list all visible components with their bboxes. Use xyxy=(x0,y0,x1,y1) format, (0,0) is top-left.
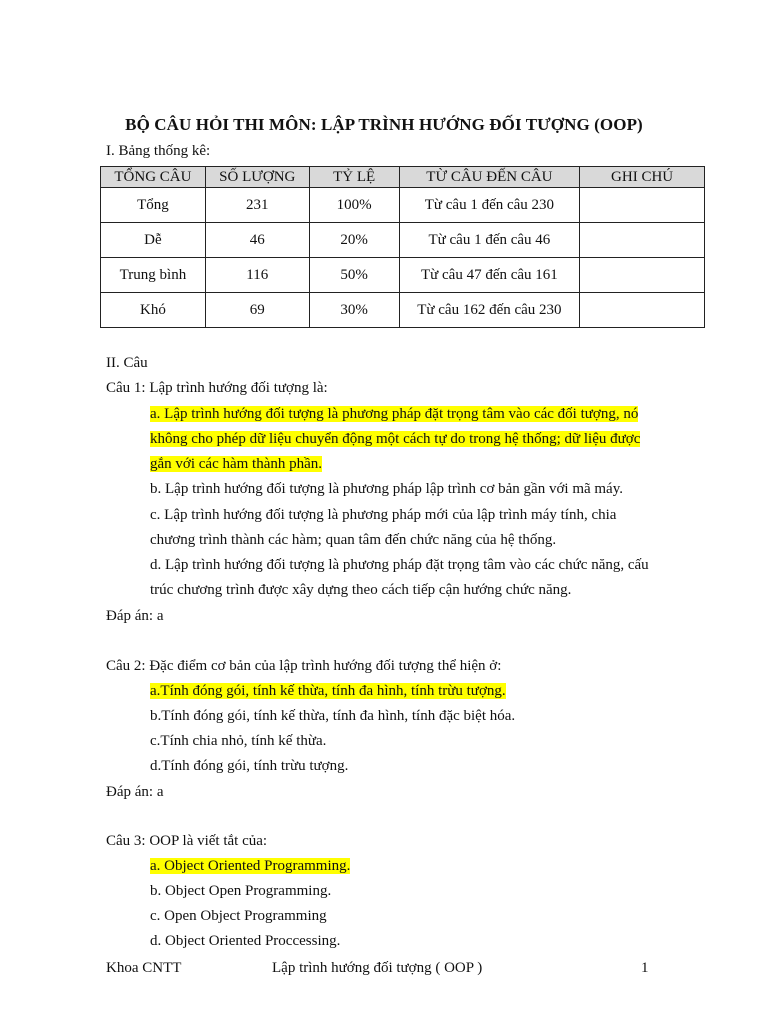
table-row xyxy=(101,293,705,328)
table-cell xyxy=(580,293,705,328)
table-cell: Khó xyxy=(101,293,206,328)
question-3-text: Câu 3: OOP là viết tắt của: xyxy=(106,833,268,849)
table-cell: Dễ xyxy=(101,223,206,258)
option-a-highlight: a.Tính đóng gói, tính kế thừa, tính đa hình, tính trừu tượng. xyxy=(150,683,506,699)
table-header-cell: TỔNG CÂU xyxy=(101,167,206,188)
question-2-option-a xyxy=(150,681,506,701)
table-cell: Từ câu 162 đến câu 230 xyxy=(399,293,580,328)
section-questions-heading: II. Câu xyxy=(106,355,148,371)
question-1-option-a-cont xyxy=(150,429,640,449)
table-cell: 20% xyxy=(309,223,399,258)
statistics-table xyxy=(100,166,705,328)
question-2-text: Câu 2: Đặc điểm cơ bản của lập trình hướng đối tượng thể hiện ở: xyxy=(106,658,502,674)
table-cell xyxy=(580,258,705,293)
question-1-option-d-cont: trúc chương trình được xây dựng theo cách tiếp cận hướng chức năng. xyxy=(150,582,572,598)
table-header-cell: TỶ LỆ xyxy=(309,167,399,188)
question-2-answer: Đáp án: a xyxy=(106,784,164,800)
table-header-cell: GHI CHÚ xyxy=(580,167,705,188)
table-cell: 69 xyxy=(205,293,309,328)
table-header-cell: TỪ CÂU ĐẾN CÂU xyxy=(399,167,580,188)
question-2-option-b: b.Tính đóng gói, tính kế thừa, tính đa hình, tính đặc biệt hóa. xyxy=(150,708,516,724)
table-cell: 100% xyxy=(309,188,399,223)
table-cell xyxy=(580,188,705,223)
table-cell: Trung bình xyxy=(101,258,206,293)
option-a-line-3: gắn với các hàm thành phần. xyxy=(150,456,323,472)
table-row xyxy=(101,223,705,258)
question-1-option-d: d. Lập trình hướng đối tượng là phương pháp đặt trọng tâm vào các chức năng, cấu xyxy=(150,557,649,573)
table-cell: 116 xyxy=(205,258,309,293)
table-cell: 46 xyxy=(205,223,309,258)
option-a-line-1: a. Lập trình hướng đối tượng là phương pháp đặt trọng tâm vào các đối tượng, nó xyxy=(150,406,639,422)
footer-department: Khoa CNTT xyxy=(106,960,182,976)
table-header-cell: SỐ LƯỢNG xyxy=(205,167,309,188)
page-title: BỘ CÂU HỎI THI MÔN: LẬP TRÌNH HƯỚNG ĐỐI TƯỢNG (OOP) xyxy=(125,115,643,134)
table-header-row xyxy=(101,167,705,188)
question-2-option-d: d.Tính đóng gói, tính trừu tượng. xyxy=(150,758,349,774)
question-3-option-a xyxy=(150,856,350,876)
table-cell: 50% xyxy=(309,258,399,293)
option-a-highlight: a. Object Oriented Programming. xyxy=(150,858,351,874)
question-1-option-a xyxy=(150,404,638,424)
question-1-option-a-cont xyxy=(150,454,322,474)
question-1-option-b: b. Lập trình hướng đối tượng là phương pháp lập trình cơ bản gần với mã máy. xyxy=(150,481,623,497)
question-3-option-b: b. Object Open Programming. xyxy=(150,883,332,899)
option-a-line-2: không cho phép dữ liệu chuyển động một cách tự do trong hệ thống; dữ liệu được xyxy=(150,431,641,447)
section-statistics-heading: I. Bảng thống kê: xyxy=(106,143,211,159)
question-1-text: Câu 1: Lập trình hướng đối tượng là: xyxy=(106,380,328,396)
table-cell xyxy=(580,223,705,258)
question-1-answer: Đáp án: a xyxy=(106,608,164,624)
table-cell: 231 xyxy=(205,188,309,223)
footer-page-number: 1 xyxy=(641,960,649,976)
question-3-option-d: d. Object Oriented Proccessing. xyxy=(150,933,341,949)
question-2-option-c: c.Tính chia nhỏ, tính kế thừa. xyxy=(150,733,327,749)
question-3-option-c: c. Open Object Programming xyxy=(150,908,327,924)
table-cell: Tổng xyxy=(101,188,206,223)
question-1-option-c: c. Lập trình hướng đối tượng là phương pháp mới của lập trình máy tính, chia xyxy=(150,507,617,523)
table-row xyxy=(101,188,705,223)
table-row xyxy=(101,258,705,293)
table-cell: Từ câu 1 đến câu 230 xyxy=(399,188,580,223)
footer-course-title: Lập trình hướng đối tượng ( OOP ) xyxy=(272,960,483,976)
table-cell: Từ câu 47 đến câu 161 xyxy=(399,258,580,293)
table-cell: 30% xyxy=(309,293,399,328)
question-1-option-c-cont: chương trình thành các hàm; quan tâm đến chức năng của hệ thống. xyxy=(150,532,557,548)
table-cell: Từ câu 1 đến câu 46 xyxy=(399,223,580,258)
